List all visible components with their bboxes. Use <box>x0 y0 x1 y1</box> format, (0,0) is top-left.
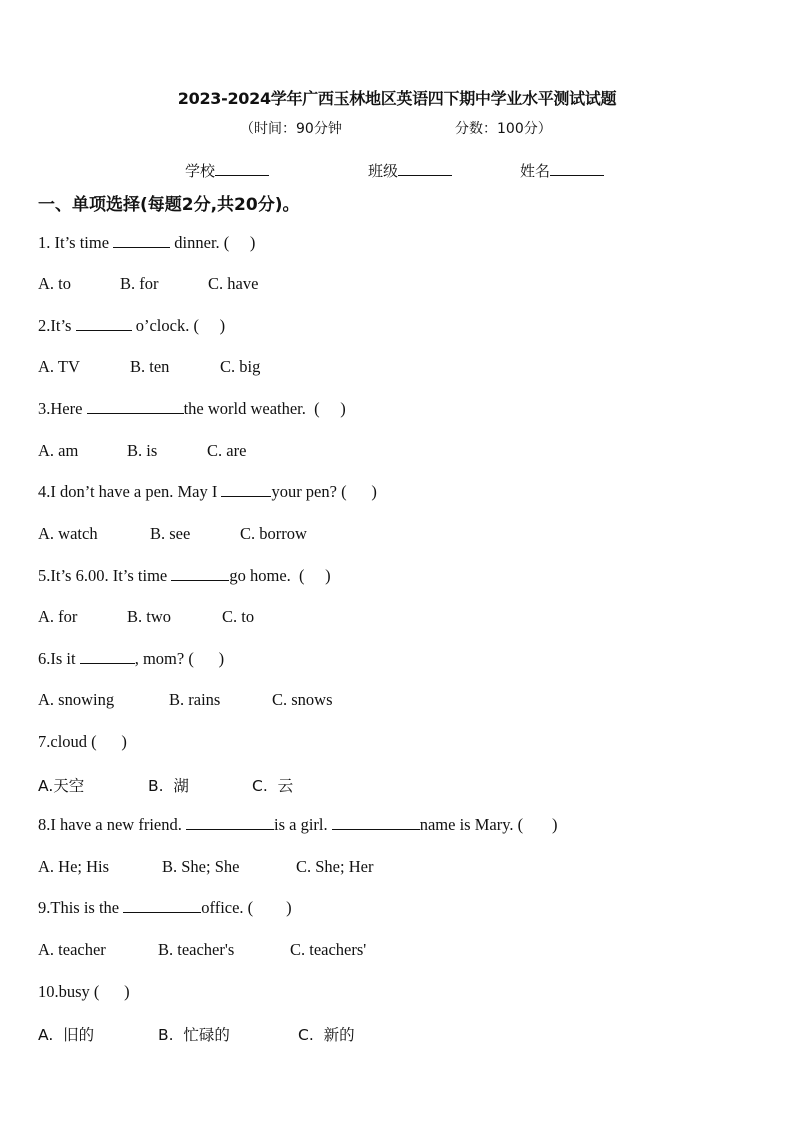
question-1-text-post: dinner. ( ) <box>170 233 256 252</box>
question-5-text-post: go home. ( ) <box>229 566 331 585</box>
class-blank[interactable] <box>398 161 452 176</box>
question-6-text-pre: 6.Is it <box>38 649 80 668</box>
question-8-text-post: name is Mary. ( ) <box>419 815 558 834</box>
q2-option-b[interactable]: B. ten <box>130 357 170 376</box>
question-3-text-pre: 3.Here <box>38 399 87 418</box>
q1-option-c[interactable]: C. have <box>208 274 259 293</box>
q6-option-c[interactable]: C. snows <box>272 690 333 709</box>
question-6-blank[interactable] <box>80 649 135 664</box>
question-7: 7.cloud ( ) <box>38 732 127 751</box>
question-9-blank[interactable] <box>123 898 201 913</box>
school-label: 学校 <box>185 162 216 180</box>
exam-time: （时间：90分钟 <box>240 121 342 137</box>
question-4-blank[interactable] <box>221 482 271 497</box>
q4-option-a[interactable]: A. watch <box>38 524 98 543</box>
question-6 <box>38 649 224 669</box>
question-8-blank-2[interactable] <box>332 815 420 830</box>
q1-option-b[interactable]: B. for <box>120 274 159 293</box>
question-5 <box>38 566 331 586</box>
exam-score: 分数：100分） <box>455 121 552 137</box>
question-3-blank[interactable] <box>87 399 184 414</box>
q10-option-b[interactable]: B. 忙碌的 <box>158 1026 230 1044</box>
q3-option-b[interactable]: B. is <box>127 441 158 460</box>
question-4-text-post: your pen? ( ) <box>271 482 377 501</box>
question-4 <box>38 482 377 502</box>
q8-option-c[interactable]: C. She; Her <box>296 857 374 876</box>
q9-option-c[interactable]: C. teachers' <box>290 940 367 959</box>
section-heading: 一、单项选择(每题2分,共20分)。 <box>38 195 300 215</box>
question-2-text-post: o’clock. ( ) <box>131 316 226 335</box>
question-10: 10.busy ( ) <box>38 982 130 1001</box>
q5-option-b[interactable]: B. two <box>127 607 172 626</box>
q7-option-c[interactable]: C. 云 <box>252 777 294 795</box>
school-blank[interactable] <box>215 161 269 176</box>
question-1 <box>38 233 255 253</box>
name-label: 姓名 <box>520 162 551 180</box>
question-8 <box>38 815 558 835</box>
q9-option-a[interactable]: A. teacher <box>38 940 106 959</box>
q6-option-a[interactable]: A. snowing <box>38 690 115 709</box>
question-8-text-pre: 8.I have a new friend. <box>38 815 186 834</box>
question-8-text-mid: is a girl. <box>273 815 332 834</box>
page-title: 2023-2024学年广西玉林地区英语四下期中学业水平测试试题 <box>177 89 617 108</box>
class-field <box>368 160 452 181</box>
question-3-text-post: the world weather. ( ) <box>183 399 346 418</box>
question-5-text-pre: 5.It’s 6.00. It’s time <box>38 566 172 585</box>
q5-option-c[interactable]: C. to <box>222 607 255 626</box>
school-field <box>185 160 269 181</box>
q8-option-b[interactable]: B. She; She <box>162 857 240 876</box>
q10-option-c[interactable]: C. 新的 <box>298 1026 355 1044</box>
q4-option-c[interactable]: C. borrow <box>240 524 307 543</box>
question-9 <box>38 898 292 918</box>
q7-option-b[interactable]: B. 湖 <box>148 777 189 795</box>
question-5-blank[interactable] <box>171 566 229 581</box>
q10-option-a[interactable]: A. 旧的 <box>38 1026 95 1044</box>
q8-option-a[interactable]: A. He; His <box>38 857 110 876</box>
q2-option-a[interactable]: A. TV <box>38 357 80 376</box>
q6-option-b[interactable]: B. rains <box>169 690 221 709</box>
q9-option-b[interactable]: B. teacher's <box>158 940 235 959</box>
question-9-text-pre: 9.This is the <box>38 898 124 917</box>
question-3 <box>38 399 346 419</box>
q5-option-a[interactable]: A. for <box>38 607 78 626</box>
question-2 <box>38 316 225 336</box>
question-2-text-pre: 2.It’s <box>38 316 76 335</box>
q7-option-a[interactable]: A.天空 <box>38 777 85 795</box>
name-blank[interactable] <box>550 161 604 176</box>
question-6-text-post: , mom? ( ) <box>134 649 225 668</box>
q1-option-a[interactable]: A. to <box>38 274 71 293</box>
class-label: 班级 <box>368 162 399 180</box>
question-1-blank[interactable] <box>113 233 170 248</box>
q2-option-c[interactable]: C. big <box>220 357 261 376</box>
question-4-text-pre: 4.I don’t have a pen. May I <box>38 482 222 501</box>
question-9-text-post: office. ( ) <box>201 898 292 917</box>
q3-option-c[interactable]: C. are <box>207 441 247 460</box>
question-8-blank-1[interactable] <box>186 815 274 830</box>
q3-option-a[interactable]: A. am <box>38 441 79 460</box>
question-2-blank[interactable] <box>76 316 132 331</box>
q4-option-b[interactable]: B. see <box>150 524 191 543</box>
name-field <box>520 160 604 181</box>
question-1-text-pre: 1. It’s time <box>38 233 114 252</box>
